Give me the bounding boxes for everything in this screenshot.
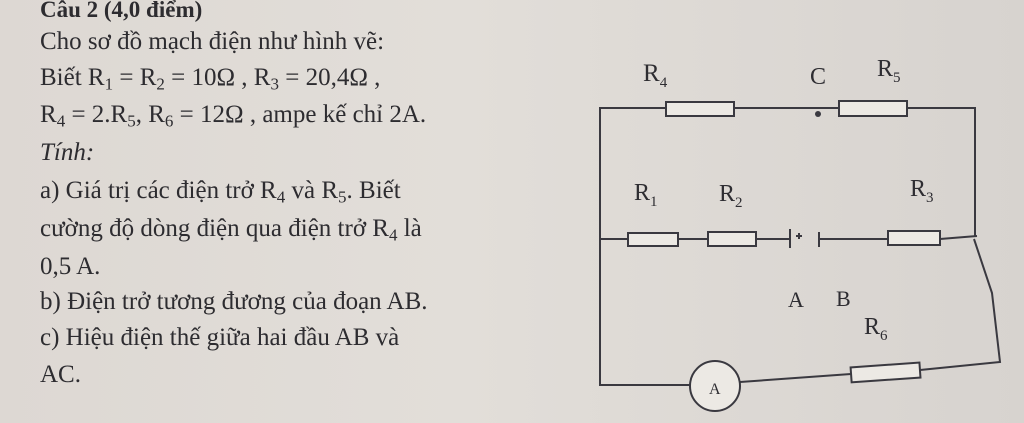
label-r3: $R_3$ (910, 176, 934, 206)
right-middle-wire (940, 236, 977, 239)
right-top-wire (907, 108, 975, 237)
question-c-line-2: AC. (40, 361, 81, 388)
given-values-line-2: $R_4 = 2.R_5$, $R_6 = 12\Omega$ , ampe kế chỉ 2A. (40, 101, 427, 131)
question-a-line-1: a) Giá trị các điện trở $R_4$ và $R_5$. Biết (40, 177, 401, 207)
label-b: B (836, 286, 851, 311)
task-label: Tính: (40, 139, 95, 166)
junction-c-dot (815, 111, 821, 117)
left-bottom-wire (600, 290, 690, 385)
label-r6: $R_6$ (864, 314, 888, 344)
problem-line-1: Cho sơ đồ mạch điện như hình vẽ: (40, 28, 385, 55)
label-c: C (810, 64, 827, 90)
question-c-line-1: c) Hiệu điện thế giữa hai đầu AB và (40, 324, 400, 351)
ammeter-label: A (709, 381, 721, 398)
resistor-r2 (708, 232, 756, 246)
label-a: A (788, 287, 804, 312)
resistor-r6 (851, 363, 921, 383)
given-values-line-1: Biết $R_1 = R_2 = 10\Omega$ , $R_3 = 20,4\Omega$ , (40, 64, 381, 94)
question-a-line-2: cường độ dòng điện qua điện trở $R_4$ là (40, 215, 422, 245)
label-r2: $R_2$ (719, 181, 743, 211)
resistor-r4 (666, 102, 734, 116)
terminal-ab-symbol (790, 229, 819, 248)
ammeter-r6-wire (740, 374, 851, 382)
label-r4: $R_4$ (643, 60, 668, 91)
label-r5: $R_5$ (877, 56, 901, 86)
right-bottom-wire (920, 239, 1000, 370)
question-heading: Câu 2 (4,0 điểm) (40, 0, 203, 22)
question-b: b) Điện trở tương đương của đoạn AB. (40, 288, 428, 315)
resistor-r5 (839, 101, 907, 116)
resistor-r1 (628, 233, 678, 246)
resistor-r3 (888, 231, 940, 245)
label-r1: $R_1$ (634, 180, 658, 210)
question-a-line-3: 0,5 A. (40, 253, 101, 280)
